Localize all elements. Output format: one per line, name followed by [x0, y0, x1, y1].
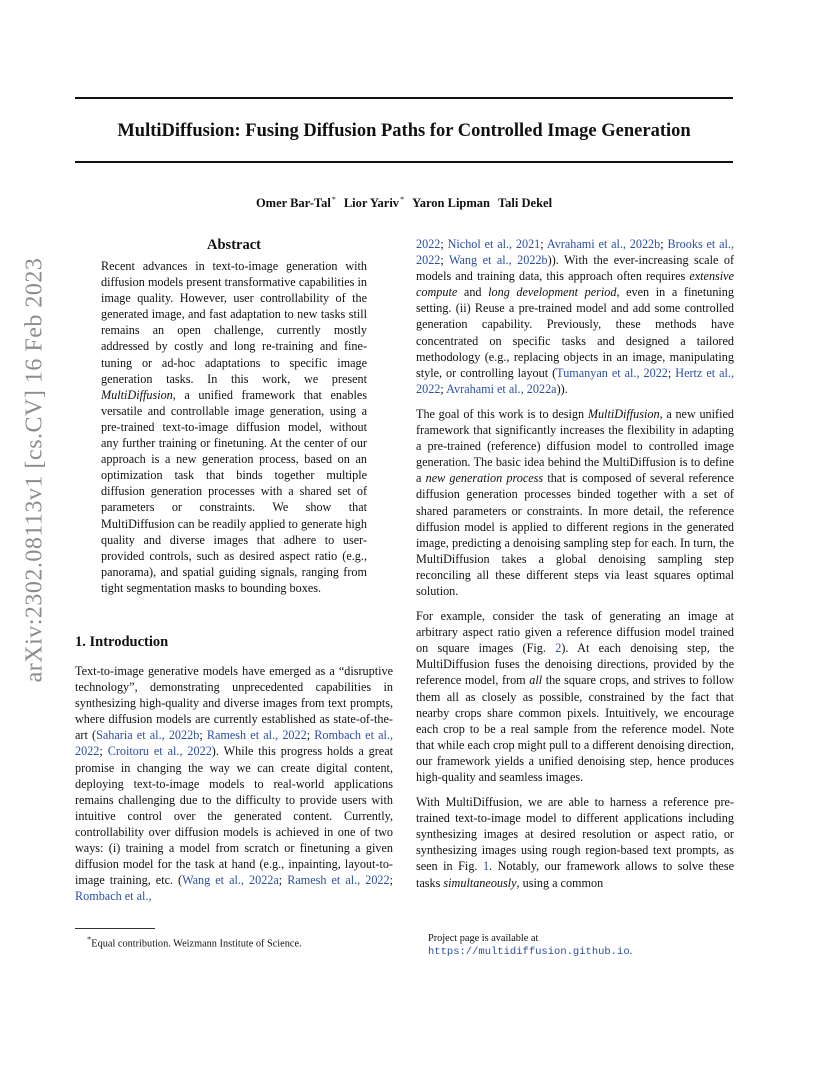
emphasis: simultaneously — [443, 875, 517, 890]
citation-link[interactable]: Croitoru et al., 2022 — [107, 744, 212, 759]
footnote-text: Equal contribution. Weizmann Institute of Science. — [91, 938, 302, 950]
citation-link[interactable]: 1 — [482, 859, 490, 874]
citation-link[interactable]: Ramesh et al., 2022 — [287, 873, 390, 888]
footnote-project-text: Project page is available at — [428, 933, 539, 944]
author-affiliation-mark: * — [400, 195, 405, 204]
intro-paragraph-1: Text-to-image generative models have emerged as a “disruptive technology”, demonstrating unprecedented capabilities in synthesizing high-quality and diverse images from text prompts, where diffusion models are currently established as state-of-the-art (Saharia et al., 2022b; Ramesh et al., 2022; Rombach et al., 2022; Croitoru et al., 2022). While this progress holds a great promise in changing the way we can create digital content, deploying text-to-image models to real-world applications remains challenging due to the difficulty to provide users with intuitive control over the generated content. Currently, controllability over diffusion models is achieved in one of two ways: (i) training a model from scratch or finetuning a given diffusion model for the task at hand (e.g., inpainting, layout-to-image training, etc. (Wang et al., 2022a; Ramesh et al., 2022; Rombach et al., — [75, 663, 394, 904]
citation-link[interactable]: Wang et al., 2022b — [449, 253, 548, 268]
author-name: Yaron Lipman — [412, 196, 490, 210]
intro-paragraph-3: For example, consider the task of generating an image at arbitrary aspect ratio given a reference diffusion model trained on square images (Fig. 2). At each denoising step, the MultiDiffusion fuses the denoising directions, provided by the reference model, from all the square crops, and strives to follow them all as closely as possible, constrained by the fact that nearby crops share common pixels. Intuitively, we encourage each crop to be a real sample from the reference model. Note that while each crop might pull to a different denoising direction, our framework yields a unified denoising step, hence produces high-quality and seamless images. — [416, 609, 734, 784]
abstract-body: Recent advances in text-to-image generation with diffusion models present transformative capabilities in image quality. However, user controllability of the generated image, and fast adaptation to new tasks still remains an open challenge, currently mostly addressed by costly and long re-training and fine-tuning or ad-hoc adaptations to specific image generation tasks. In this work, we present MultiDiffusion, a unified framework that enables versatile and controllable image generation, using a pre-trained text-to-image diffusion model, without any further training or finetuning. At the center of our approach is a new generation process, based on an optimization task that binds together multiple diffusion generation processes with a shared set of parameters or constraints. We show that MultiDiffusion can be readily applied to generate high quality and diverse images that adhere to user-provided controls, such as desired aspect ratio (e.g., panorama), and spatial guiding signals, ranging from tight segmentation masks to bounding boxes. — [101, 259, 367, 595]
citation-link[interactable]: Avrahami et al., 2022a — [446, 381, 557, 396]
citation-link[interactable]: Nichol et al., 2021 — [447, 237, 541, 251]
title-rule-bottom — [75, 161, 733, 163]
emphasis: MultiDiffusion — [587, 406, 660, 421]
citation-link[interactable]: Avrahami et al., 2022b — [546, 237, 661, 251]
citation-link[interactable]: Hertz et al., 2022 — [416, 365, 734, 396]
author-list — [75, 192, 733, 211]
arxiv-stamp[interactable]: arXiv:2302.08113v1 [cs.CV] 16 Feb 2023 — [21, 257, 48, 683]
author-name: Tali Dekel — [497, 196, 553, 210]
citation-link[interactable]: Ramesh et al., 2022 — [206, 728, 307, 743]
author-name: Omer Bar-Tal* — [255, 195, 336, 210]
footnote-rule — [75, 928, 155, 929]
project-page-link[interactable]: https://multidiffusion.github.io — [428, 946, 630, 958]
citation-link[interactable]: Saharia et al., 2022b — [96, 728, 200, 743]
title-rule-top — [75, 97, 733, 99]
footnote-equal-contribution — [75, 928, 393, 950]
citation-link[interactable]: Tumanyan et al., 2022 — [556, 365, 668, 380]
citation-link[interactable]: Rombach et al., — [75, 889, 152, 904]
abstract-heading: Abstract — [207, 237, 261, 253]
emphasis: MultiDiffusion — [101, 387, 173, 402]
paper-title: MultiDiffusion: Fusing Diffusion Paths for Controlled Image Generation — [117, 121, 691, 141]
section-heading-introduction: 1. Introduction — [75, 633, 169, 650]
emphasis: extensive compute — [416, 269, 734, 300]
citation-link[interactable]: Brooks et al., 2022 — [416, 237, 735, 268]
author-affiliation-mark: * — [331, 195, 336, 204]
left-column — [75, 236, 393, 904]
intro-paragraph-1-continued: 2022; Nichol et al., 2021; Avrahami et al., 2022b; Brooks et al., 2022; Wang et al., 2022b)). With the ever-increasing scale of models and training data, this approach often requires extensive compute and long development period, even in a finetuning setting. (ii) Reuse a pre-trained model and add some controlled generation capability. Previously, these methods have concentrated on specific tasks and designed a tailored methodology (e.g., replacing objects in an image, manipulating style, or controlling layout (Tumanyan et al., 2022; Hertz et al., 2022; Avrahami et al., 2022a)). — [416, 237, 735, 396]
emphasis: new generation process — [425, 471, 544, 486]
emphasis: all — [529, 673, 543, 688]
footnote-mark: * — [87, 934, 92, 944]
citation-link[interactable]: 2 — [555, 641, 562, 656]
emphasis: long development period — [488, 285, 617, 300]
intro-paragraph-2: The goal of this work is to design MultiDiffusion, a new unified framework that significantly increases the flexibility in adapting a pre-trained (reference) diffusion model to controlled image generation. The basic idea behind the MultiDiffusion is to define a new generation process that is composed of several reference diffusion generation processes binded together with a set of shared parameters or constraints. In more detail, the reference diffusion model is applied to different regions in the generated image, predicting a denoising sampling step for each. In turn, the MultiDiffusion takes a global denoising sampling step reconciling all these different steps via least squares optimal solution. — [416, 406, 734, 598]
citation-link[interactable]: Wang et al., 2022a — [182, 873, 279, 888]
author-name: Lior Yariv* — [343, 195, 405, 210]
citation-link[interactable]: 2022 — [416, 237, 441, 251]
right-column — [416, 236, 734, 891]
citation-link[interactable]: Rombach et al., 2022 — [75, 728, 394, 759]
intro-paragraph-4: With MultiDiffusion, we are able to harness a reference pre-trained text-to-image model to different applications including synthesizing images at desired resolution or aspect ratio, or synthesizing images using rough region-based text prompts, as seen in Fig. 1. Notably, our framework allows to solve these tasks simultaneously, using a common — [416, 795, 734, 890]
footnote-project-page: Project page is available at https://multidiffusion.github.io. — [428, 933, 633, 958]
